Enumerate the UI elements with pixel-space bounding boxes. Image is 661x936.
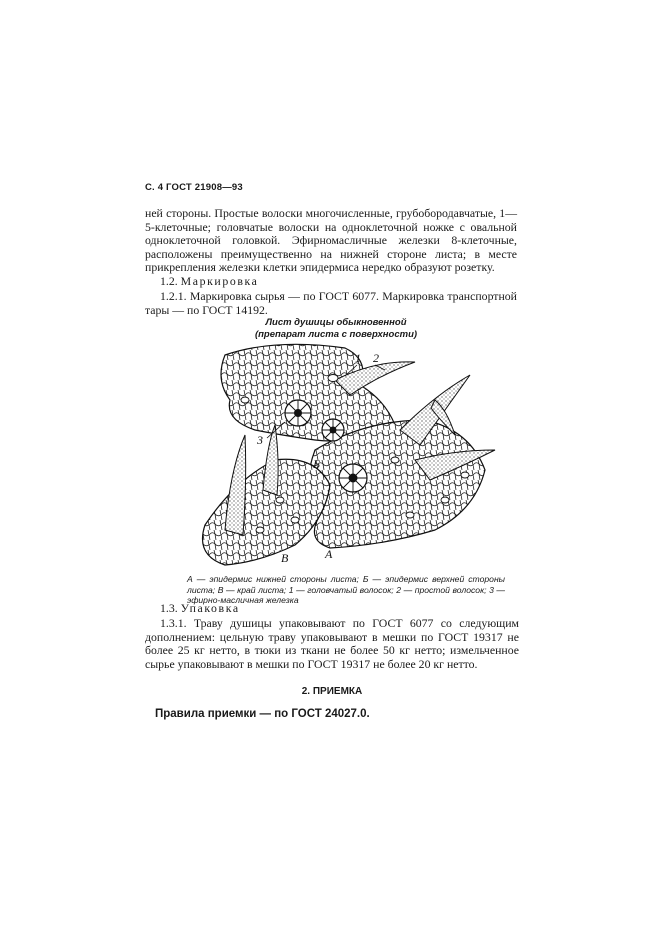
label-B: Б <box>313 457 321 471</box>
section-1-2-heading <box>160 275 258 289</box>
figure-title-line2: (препарат листа с поверхности) <box>254 328 418 340</box>
label-2: 2 <box>373 351 379 365</box>
simple-hair-4 <box>225 435 246 535</box>
paragraph-1-3-1: 1.3.1. Траву душицы упаковывают по ГОСТ 6077 со следующим дополнением: цельную траву упаковывают в мешки по ГОСТ 19317 не более 25 кг нетто, в тюки из ткани не более 50 кг нетто; измельченное сырье упаковывают в мешки по ГОСТ 19317 не более 20 кг нетто. <box>145 616 519 671</box>
label-1: 1 <box>355 351 361 365</box>
section-1-3-number: 1.3. <box>160 601 178 615</box>
label-A: А <box>325 547 333 561</box>
label-V: В <box>281 551 289 565</box>
upper-epidermis-tissue <box>221 344 395 441</box>
figure-title <box>205 317 467 340</box>
figure-title-line1: Лист душицы обыкновенной <box>265 317 407 328</box>
section-1-3-title: Упаковка <box>180 601 240 615</box>
section-1-2-number: 1.2. <box>160 274 178 288</box>
essential-oil-gland <box>285 400 311 426</box>
acceptance-rules-line: Правила приемки — по ГОСТ 24027.0. <box>155 708 370 720</box>
simple-hair-5 <box>263 425 278 495</box>
essential-oil-gland-3 <box>339 464 367 492</box>
section-2-heading: 2. ПРИЕМКА <box>301 686 363 697</box>
page-header: С. 4 ГОСТ 21908—93 <box>145 182 243 193</box>
leaf-micrograph-illustration <box>185 340 515 572</box>
section-1-2-title: Маркировка <box>180 274 259 288</box>
figure-caption: А — эпидермис нижней стороны листа; Б — эпидермис верхней стороны листа; В — край листа; 1 — головчатый волосок; 2 — простой волосок; 3 — эфирно-масличная железка <box>187 574 505 605</box>
paragraph-1-2-1: 1.2.1. Маркировка сырья — по ГОСТ 6077. Маркировка транспортной тары — по ГОСТ 14192. <box>145 289 517 317</box>
paragraph-leaf-hairs: ней стороны. Простые волоски многочисленные, грубобородавчатые, 1—5-клеточные; головчатые волоски на одноклеточной ножке с овальной одноклеточной головкой. Эфирномасличные железки 8-клеточные, расположены преимущественно на нижней стороне листа; в месте прикрепления железки клетки эпидермиса нередко образуют розетку. <box>145 206 517 275</box>
section-1-3-heading <box>160 602 240 616</box>
label-3: 3 <box>257 433 263 447</box>
essential-oil-gland-2 <box>322 419 344 441</box>
